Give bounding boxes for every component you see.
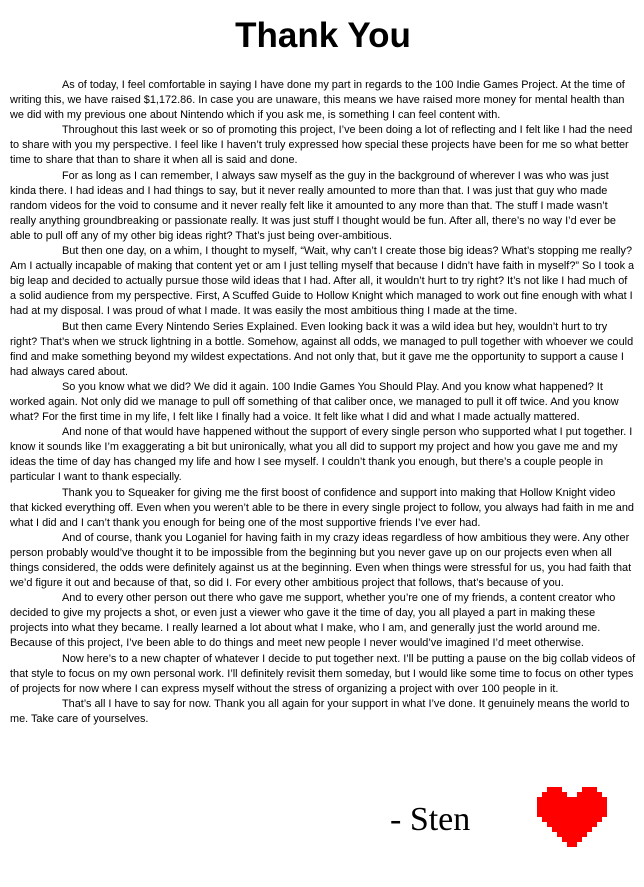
paragraph: As of today, I feel comfortable in saying I have done my part in regards to the 100 Indie Games Project. At the time of writing this, we have raised $1,172.86. In case you are unaware, this means we have raised more money for mental health than we did with my previous one about Nintendo which if you ask me, is something I can feel content with. (10, 79, 625, 122)
paragraph: But then one day, on a whim, I thought to myself, “Wait, why can’t I create those big ideas? What’s stopping me really? Am I actually incapable of making that content yet or am I just telling myself that because I didn’t have faith in myself?” So I took a big leap and decided to actually pursue those wild ideas that I had. After all, it wouldn’t hurt to try right? It’s not like I had much of a solid audience from my perspective. First, A Scuffed Guide to Hollow Knight which managed to work out fine enough with what I had at my disposal. I was proud of what I made. It was easily the most ambitious thing I made at the time. (10, 245, 635, 318)
paragraph: And none of that would have happened without the support of every single person who supported what I put together. I know it sounds like I’m exaggerating a bit but unironically, what you all did to support my project and how you gave me and my ideas the time of day has changed my life and how I see myself. I couldn’t thank you enough, but there’s a couple people in particular I want to thank especially. (10, 426, 633, 484)
signature: - Sten (390, 801, 471, 838)
paragraph: For as long as I can remember, I always saw myself as the guy in the background of wherever I was who was just kinda there. I had ideas and I had things to say, but it never really amounted to more than that. I was just that guy who made random videos for the void to consume and it never really felt like it amounted to any more than that. The stuff I made wasn’t really anything groundbreaking or passionate really. It was just stuff I thought would be fun. After all, there’s no way I’d ever be able to pull off any of my other big ideas right? That’s just being over-ambitious. (10, 169, 616, 242)
paragraph: But then came Every Nintendo Series Explained. Even looking back it was a wild idea but hey, wouldn’t hurt to try right? That’s when we struck lightning in a bottle. Somehow, against all odds, we managed to pull together with whoever we could find and make something beyond my wildest expectations. And not only that, but it gave me the opportunity to support a cause I had always cared about. (10, 320, 634, 378)
letter-body (10, 78, 636, 727)
paragraph: That’s all I have to say for now. Thank you all again for your support in what I’ve done. It genuinely means the world to me. Take care of yourselves. (10, 697, 630, 725)
paragraph: And of course, thank you Loganiel for having faith in my crazy ideas regardless of how ambitious they were. Any other person probably would’ve thought it to be impossible from the beginning but you never gave up on our projects even when all things considered, the odds were definitely against us at the beginning. Even when things were stressful for us, you had faith that we’d figure it out and because of that, so did I. For every other ambitious project that follows, that’s because of you. (10, 531, 632, 590)
paragraph: Thank you to Squeaker for giving me the first boost of confidence and support into making that Hollow Knight video that kicked everything off. Even when you weren’t able to be there in every single project to follow, you always had faith in me and what I did and I can’t thank you enough for being one of the most supportive friends I’ve ever had. (10, 486, 634, 529)
paragraph: And to every other person out there who gave me support, whether you’re one of my friends, a content creator who decided to give my projects a shot, or even just a viewer who gave it the time of day, you all played a part in making these projects into what they became. I really learned a lot about what I make, who I am, and generally just the world around me. Because of this project, I’ve been able to do things and meet new people I never would’ve imagined I’d meet otherwise. (10, 592, 616, 650)
paragraph: So you know what we did? We did it again. 100 Indie Games You Should Play. And you know what happened? It worked again. Not only did we manage to pull off something of that caliber once, we managed to pull it off twice. And you know what? For the first time in my life, I felt like I finally had a voice. It felt like what I did and what I made actually mattered. (10, 380, 619, 424)
paragraph: Now here’s to a new chapter of whatever I decide to put together next. I’ll be putting a pause on the big collab videos of that style to focus on my own personal work. I’ll definitely revisit them someday, but I would like some time to focus on other types of projects for now where I can express myself without the stress of organizing a project with over 100 people in it. (10, 652, 636, 695)
page-title: Thank You (235, 16, 411, 55)
pixel-heart-icon (537, 782, 607, 852)
paragraph: Throughout this last week or so of promoting this project, I’ve been doing a lot of reflecting and I felt like I had the need to share with you my perspective. I feel like I haven’t truly expressed how special these projects have been for me so what better time to share that than to share it when all is said and done. (10, 124, 633, 167)
letter-page (10, 0, 636, 887)
